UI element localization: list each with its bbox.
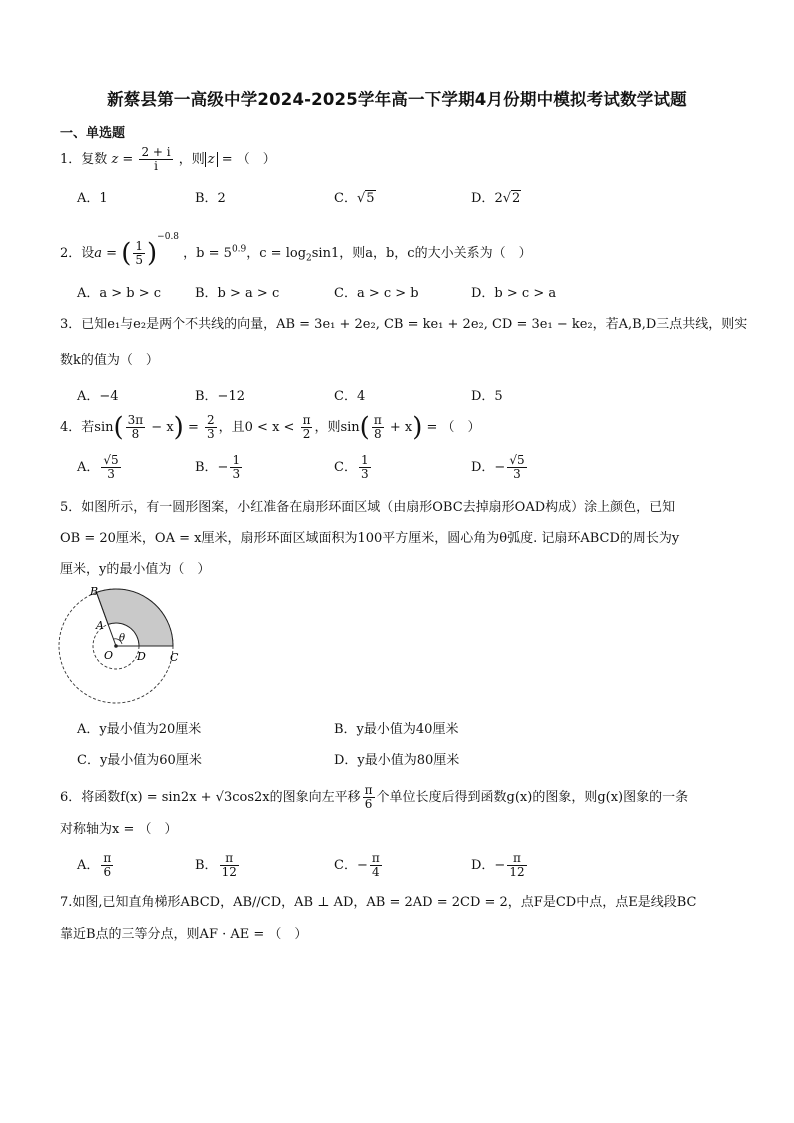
q6-frac-den: 6 xyxy=(364,797,373,811)
q2-frac-den: 5 xyxy=(135,253,144,267)
q4-option-b-label: B．− xyxy=(195,460,229,475)
question-4: 4．若sin( $\frac{3\pi}{8}$ − x) = $\frac{2}{3}$ ，且0 < x < $\frac{\pi}{2}$ ，则sin( $\frac{\pi}{8}$ + x) = （ ） xyxy=(60,412,481,443)
q4-eq: = xyxy=(183,420,203,435)
q1-option-c-label: C． xyxy=(334,191,357,206)
q1-option-d-val: 2 xyxy=(512,191,521,206)
q4-option-d-label: D．− xyxy=(471,460,506,475)
q4-limit-den: 2 xyxy=(302,427,311,441)
q3-option-b: B．−12 xyxy=(195,389,245,404)
q1-option-c-val: 5 xyxy=(366,191,375,206)
q4-option-c xyxy=(334,454,373,481)
q5-option-b: B．y最小值为40厘米 xyxy=(334,722,459,737)
q6-option-c xyxy=(334,852,384,879)
q6-frac-num: π xyxy=(364,783,373,797)
q2-fraction xyxy=(133,240,145,267)
q4-arg1-tail: − x xyxy=(147,420,174,435)
q2-b-text: ，b = 5 xyxy=(183,246,232,261)
q5-option-c: C．y最小值为60厘米 xyxy=(77,753,202,768)
q1-z: z xyxy=(111,152,119,167)
question-5-line1: 5．如图所示，有一圆形图案，小红准备在扇形环面区域（由扇形OBC去掉扇形OAD构成）涂上颜色，已知 xyxy=(60,500,676,515)
q2-c-tail: sin1，则a，b，c的大小关系为（ ） xyxy=(311,246,532,261)
q4-option-c-den: 3 xyxy=(360,467,369,481)
question-6-line2: 对称轴为x = （ ） xyxy=(60,822,178,837)
q4-arg2-den: 8 xyxy=(373,427,382,441)
q4-option-d xyxy=(471,454,529,481)
q2-c-text: ，c = log xyxy=(246,246,307,261)
q4-option-d-den: 3 xyxy=(513,467,521,481)
q6-option-b-label: B． xyxy=(195,858,218,873)
q4-option-a-num: √5 xyxy=(103,453,119,467)
question-3-line2: 数k的值为（ ） xyxy=(60,353,159,368)
q4-mid2: ，则sin xyxy=(314,420,360,435)
q4-arg2 xyxy=(372,414,384,441)
q4-option-b-num: 1 xyxy=(232,453,241,467)
q1-frac-num: 2 + i xyxy=(141,145,171,159)
q2-option-d: D．b > c > a xyxy=(471,286,557,301)
section-heading: 一、单选题 xyxy=(60,126,126,141)
q4-option-a-label: A． xyxy=(77,460,100,475)
q4-tail: = （ ） xyxy=(422,420,481,435)
q4-option-a xyxy=(77,454,123,481)
q5-option-a: A．y最小值为20厘米 xyxy=(77,722,202,737)
shaded-sector-ring xyxy=(97,589,174,646)
q4-limit-num: π xyxy=(302,413,311,427)
q1-number: 1． xyxy=(60,152,82,167)
q2-b-exponent: 0.9 xyxy=(231,244,247,255)
q1-option-d-pre: 2 xyxy=(494,191,503,206)
question-7-line2: 靠近B点的三等分点，则AF · AE = （ ） xyxy=(60,927,308,942)
q3-option-c: C．4 xyxy=(334,389,366,404)
label-o: O xyxy=(104,649,114,662)
q4-option-d-num: √5 xyxy=(509,453,525,467)
center-point xyxy=(114,644,118,648)
q3-option-a: A．−4 xyxy=(77,389,119,404)
q4-option-b-den: 3 xyxy=(232,467,241,481)
q6-option-a-den: 6 xyxy=(103,865,112,879)
q1-option-d-label: D． xyxy=(471,191,495,206)
q2-a-exponent: −0.8 xyxy=(157,232,180,242)
q1-option-d: D．2√2 xyxy=(471,191,521,206)
q4-arg2-num: π xyxy=(373,413,382,427)
q4-option-c-num: 1 xyxy=(360,453,369,467)
question-3-line1: 3．已知e₁与e₂是两个不共线的向量，AB = 3e₁ + 2e₂, CB = ke₁ + 2e₂, CD = 3e₁ − ke₂，若A,B,D三点共线，则实 xyxy=(60,317,748,332)
question-2: 2．设a = ( $\frac{1}{5}$ )$^{-0.8}$ ，$b = 5^{0.9}$，$c = \log_2\sin 1$，则a，b，c的大小关系为（ ） xyxy=(60,232,532,269)
q6-option-a-label: A． xyxy=(77,858,100,873)
page-title: 新蔡县第一高级中学2024-2025学年高一下学期4月份期中模拟考试数学试题 xyxy=(107,90,687,109)
q1-option-c: C．√5 xyxy=(334,191,375,206)
q6-fraction xyxy=(363,784,375,811)
q2-option-b: B．b > a > c xyxy=(195,286,280,301)
q6-option-d xyxy=(471,852,529,879)
q4-rhs-num: 2 xyxy=(207,413,215,427)
label-d: D xyxy=(137,650,146,663)
q6-option-b-num: π xyxy=(220,852,239,866)
q1-option-b: B．2 xyxy=(195,191,226,206)
q2-frac-num: 1 xyxy=(135,239,144,253)
q4-arg2-tail: + x xyxy=(385,420,413,435)
q6-option-b xyxy=(195,852,241,879)
q6-option-c-label: C．− xyxy=(334,858,368,873)
q2-option-c: C．a > c > b xyxy=(334,286,419,301)
q1-text-c: = （ ） xyxy=(217,152,276,167)
question-5-line3: 厘米，y的最小值为（ ） xyxy=(60,562,211,577)
q4-mid: ，且0 < x < xyxy=(218,420,299,435)
q4-option-c-label: C． xyxy=(334,460,357,475)
q6-option-a-num: π xyxy=(103,851,112,865)
q3-option-d: D．5 xyxy=(471,389,503,404)
label-a: A xyxy=(96,619,104,632)
q4-arg1 xyxy=(126,414,146,441)
label-theta: θ xyxy=(119,633,126,644)
q4-limit xyxy=(301,414,313,441)
label-b: B xyxy=(90,586,99,598)
q6-option-c-num: π xyxy=(371,851,380,865)
q1-frac-den: i xyxy=(154,159,158,173)
q1-option-a: A．1 xyxy=(77,191,108,206)
question-6 xyxy=(60,784,688,811)
question-5-line2: OB = 20厘米，OA = x厘米，扇形环面区域面积为100平方厘米，圆心角为θ弧度. 记扇环ABCD的周长为y xyxy=(60,531,680,546)
q6-pre: 6．将函数f(x) = sin2x + √3cos2x的图象向左平移 xyxy=(60,790,361,805)
q1-eq: = xyxy=(118,152,138,167)
q1-abs-z: z xyxy=(205,152,218,167)
q2-c-subscript: 2 xyxy=(306,253,312,264)
question-7-line1: 7.如图,已知直角梯形ABCD，AB//CD，AB ⊥ AD，AB = 2AD = 2CD = 2，点F是CD中点，点E是线段BC xyxy=(60,895,697,910)
q6-tail: 个单位长度后得到函数g(x)的图象，则g(x)图象的一条 xyxy=(376,790,689,805)
q4-option-b xyxy=(195,454,244,481)
q4-rhs xyxy=(205,414,217,441)
q2-option-a: A．a > b > c xyxy=(77,286,162,301)
q1-text-b: ，则 xyxy=(178,152,205,167)
q4-arg1-num: 3π xyxy=(127,413,144,427)
q6-option-d-num: π xyxy=(507,852,526,866)
q1-fraction xyxy=(139,146,172,173)
q6-option-c-den: 4 xyxy=(371,865,380,879)
q4-pre: 4．若sin xyxy=(60,420,114,435)
q5-sector-figure xyxy=(56,586,196,706)
q5-option-d: D．y最小值为80厘米 xyxy=(334,753,460,768)
q6-option-d-den: 12 xyxy=(509,865,525,879)
q4-rhs-den: 3 xyxy=(207,427,215,441)
q4-option-a-den: 3 xyxy=(107,467,115,481)
label-c: C xyxy=(170,651,179,664)
q6-option-d-label: D．− xyxy=(471,858,506,873)
q6-option-a xyxy=(77,852,115,879)
question-1 xyxy=(60,146,276,173)
q6-option-b-den: 12 xyxy=(221,865,237,879)
q4-arg1-den: 8 xyxy=(131,427,140,441)
q2-text: 2．设 xyxy=(60,246,95,261)
q1-text: 复数 xyxy=(81,152,108,167)
